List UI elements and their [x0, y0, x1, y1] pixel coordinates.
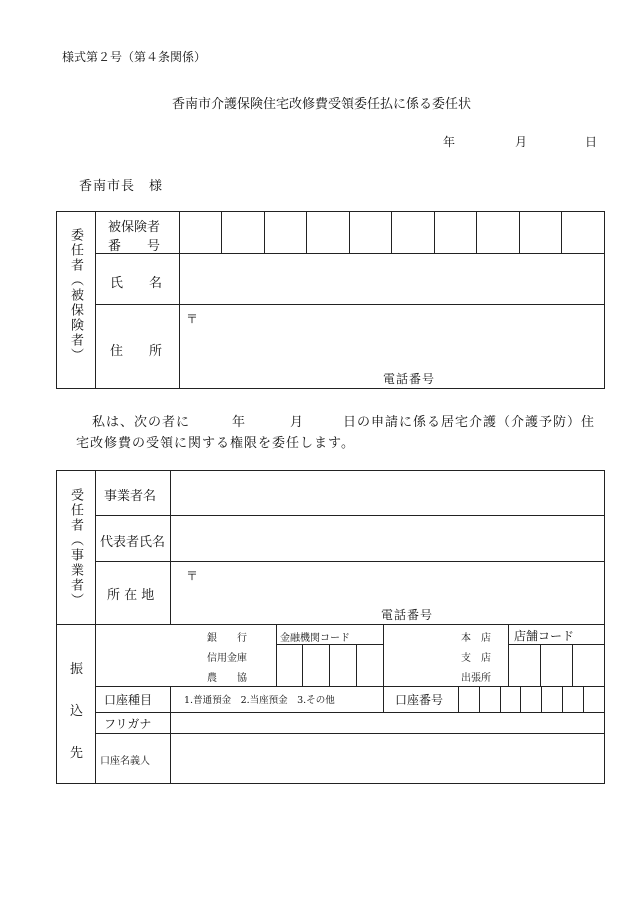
form-number: 様式第２号（第４条関係） [62, 50, 207, 64]
furigana-label: フリガナ [104, 717, 152, 731]
statement-line1-a: 私は、次の者に [92, 415, 191, 430]
addressee: 香南市長 様 [79, 179, 164, 194]
account-holder-label: 口座名義人 [100, 756, 150, 767]
date-day-label: 日 [585, 135, 598, 149]
delegatee-phone-label: 電話番号 [381, 608, 434, 622]
institution-code-label: 金融機関コード [280, 633, 350, 644]
document-title: 香南市介護保険住宅改修費受領委任払に係る委任状 [172, 97, 472, 112]
transfer-side-char-1: 振 [70, 662, 84, 677]
nokyo-label: 農 協 [207, 673, 247, 684]
delegator-side-label: 委任者（被保険者） [68, 228, 83, 363]
business-name-label: 事業者名 [104, 489, 157, 504]
head-office-label: 本 店 [461, 633, 491, 644]
date-month-label: 月 [515, 135, 528, 149]
transfer-side-char-3: 先 [70, 746, 84, 761]
insured-number-label-line1: 被保険者 [108, 220, 161, 235]
account-type-label: 口座種目 [104, 693, 153, 707]
date-year-label: 年 [443, 135, 456, 149]
delegator-address-label: 住 所 [110, 344, 163, 359]
statement-month: 月 [290, 415, 304, 430]
delegator-postal-mark: 〒 [186, 312, 199, 326]
account-number-label: 口座番号 [395, 693, 444, 707]
delegator-name-label: 氏 名 [110, 276, 163, 291]
shinkin-label: 信用金庫 [207, 653, 247, 664]
delegatee-side-label: 受任者（事業者） [68, 488, 83, 608]
bank-label: 銀 行 [207, 633, 247, 644]
account-type-options: 1.普通預金 2.当座預金 3.その他 [184, 695, 335, 706]
insured-number-label-line2: 番 号 [108, 239, 161, 254]
delegator-phone-label: 電話番号 [383, 372, 436, 386]
branch-code-label: 店舗コード [514, 629, 575, 643]
statement-line1-b: 日の申請に係る居宅介護（介護予防）住 [343, 415, 596, 430]
statement-line2: 宅改修費の受領に関する権限を委任します。 [76, 436, 355, 451]
branch-label: 支 店 [461, 653, 491, 664]
representative-name-label: 代表者氏名 [100, 535, 166, 550]
sub-branch-label: 出張所 [461, 673, 491, 684]
location-label: 所 在 地 [107, 588, 155, 603]
delegatee-postal-mark: 〒 [186, 569, 199, 583]
transfer-side-char-2: 込 [70, 704, 84, 719]
statement-year: 年 [232, 415, 246, 430]
